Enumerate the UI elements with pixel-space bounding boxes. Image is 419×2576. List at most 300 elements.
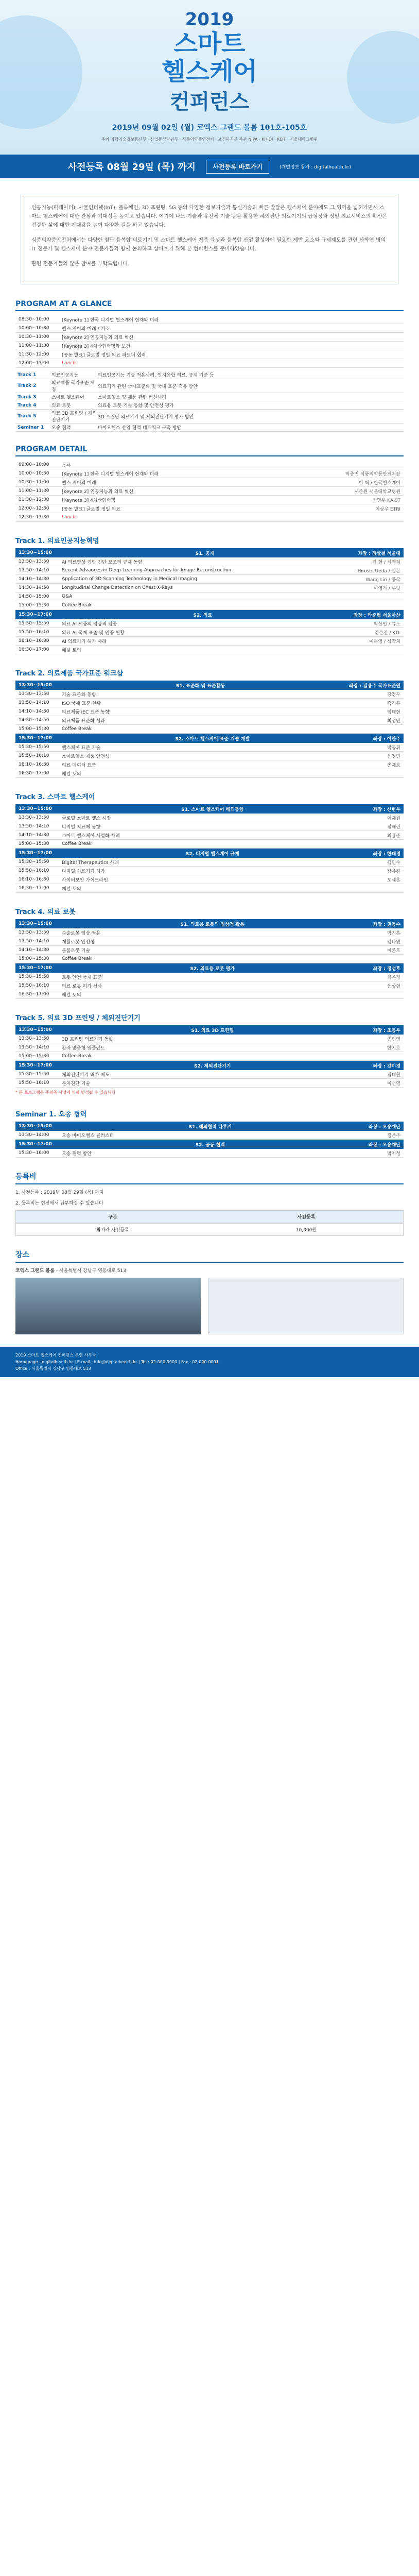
track2-section bbox=[15, 668, 404, 778]
program-speaker: 이준호 bbox=[387, 948, 400, 954]
program-time: 14:10~14:30 bbox=[19, 833, 49, 838]
track-label: Track 2 bbox=[18, 383, 37, 388]
track5-section bbox=[15, 1012, 404, 1095]
track-title: Track 4. 의료 로봇 bbox=[15, 908, 76, 916]
program-time: 16:10~16:30 bbox=[19, 877, 49, 882]
program-topic: 의료 AI 제품의 임상적 검증 bbox=[62, 621, 117, 627]
fee-cell: 참가자 사전등록 bbox=[96, 1228, 129, 1233]
program-time: 15:00~15:30 bbox=[19, 603, 49, 608]
program-topic: [Keynote 2] 인공지능과 의료 혁신 bbox=[62, 489, 134, 495]
program-row bbox=[15, 461, 404, 469]
program-speaker: Wang Lin / 중국 bbox=[365, 577, 400, 583]
session-title: 13:30~15:00 bbox=[19, 550, 52, 555]
track-topic: 오송 협력 bbox=[51, 426, 71, 431]
program-row bbox=[15, 1131, 404, 1140]
program-row bbox=[15, 814, 404, 822]
glance-track-row bbox=[15, 423, 404, 432]
program-time: 15:00~15:30 bbox=[19, 956, 49, 961]
program-time: 16:10~16:30 bbox=[19, 762, 49, 767]
program-time: 14:30~14:50 bbox=[19, 585, 49, 590]
session-header bbox=[15, 1122, 404, 1131]
program-time: 15:30~15:50 bbox=[19, 744, 49, 750]
footer-line: Office : 서울특별시 강남구 영동대로 513 bbox=[15, 1366, 91, 1371]
hero-banner bbox=[0, 0, 419, 155]
glance-topic: 헬스 케어의 미래 / 기조 bbox=[62, 326, 110, 332]
program-topic: Coffee Break bbox=[62, 603, 92, 608]
session-title: S1. 의료용 로봇의 임상적 활용 bbox=[180, 922, 245, 927]
glance-topic: [Keynote 2] 인공지능과 의료 혁신 bbox=[62, 335, 134, 341]
session-title: 15:30~17:00 bbox=[19, 612, 52, 617]
program-time: 15:00~15:30 bbox=[19, 726, 49, 732]
track-keyword: 의료인공지능 기술 적용사례, 인지융합 의료, 규제 기준 등 bbox=[98, 373, 214, 378]
glance-track-row bbox=[15, 371, 404, 379]
program-row bbox=[15, 592, 404, 601]
program-speaker: 이선영 bbox=[387, 1081, 400, 1087]
program-time: 13:30~13:50 bbox=[19, 559, 49, 564]
program-speaker: 이 혁 / 한국헬스케어 bbox=[358, 480, 400, 486]
session-title: S1. 공개 bbox=[195, 551, 215, 556]
program-speaker: Hiroshi Ueda / 일본 bbox=[357, 568, 400, 574]
track-title: Track 2. 의료제품 국가표준 워크샵 bbox=[15, 670, 124, 677]
session-title: S1. 표준화 및 표준활동 bbox=[176, 683, 225, 689]
session-chair: 좌장 : 권동수 bbox=[373, 922, 400, 927]
glance-track-row bbox=[15, 379, 404, 393]
program-time: 11:30~12:00 bbox=[19, 497, 49, 502]
program-time: 13:50~14:10 bbox=[19, 939, 49, 944]
program-row bbox=[15, 504, 404, 513]
fee-row bbox=[15, 1223, 404, 1236]
program-row bbox=[15, 867, 404, 875]
program-row bbox=[15, 1043, 404, 1052]
glance-time: 11:30~12:00 bbox=[19, 352, 49, 357]
venue-map bbox=[208, 1278, 404, 1334]
glance-time: 10:30~11:00 bbox=[19, 334, 49, 340]
session-title: S2. 공동 협력 bbox=[195, 1142, 225, 1148]
program-time: 14:50~15:00 bbox=[19, 594, 49, 599]
program-topic: 재활로봇 안전성 bbox=[62, 939, 95, 945]
program-topic: 디지털 치료기기 허가 bbox=[62, 869, 105, 874]
program-time: 16:30~17:00 bbox=[19, 771, 49, 776]
program-speaker: 김민수 bbox=[387, 860, 400, 866]
program-time: 13:50~14:10 bbox=[19, 1045, 49, 1050]
program-time: 16:10~16:30 bbox=[19, 638, 49, 643]
program-row bbox=[15, 760, 404, 769]
program-speaker: 박상민 / 뷰노 bbox=[373, 621, 400, 627]
program-speaker: 한지호 bbox=[387, 1045, 400, 1051]
track-topic: 의료 로봇 bbox=[51, 403, 71, 409]
hero-title: 스마트 bbox=[173, 29, 246, 58]
program-speaker: 이영기 / 루닛 bbox=[373, 586, 400, 591]
program-row bbox=[15, 884, 404, 893]
program-topic: 패널 토의 bbox=[62, 992, 81, 998]
intro-box bbox=[21, 194, 398, 284]
program-time: 15:30~15:50 bbox=[19, 621, 49, 626]
program-topic: 의료 로봇 허가 심사 bbox=[62, 984, 102, 989]
program-row bbox=[15, 469, 404, 478]
track5-note: * 본 프로그램은 주최측 사정에 의해 변경될 수 있습니다 bbox=[15, 1090, 116, 1095]
session-chair: 좌장 : 정성호 bbox=[373, 966, 400, 972]
program-topic: 의료제품 IEC 표준 동향 bbox=[62, 709, 110, 715]
glance-row bbox=[15, 324, 404, 333]
session-title: S1. 해외협력 다루기 bbox=[188, 1124, 232, 1130]
session-chair: 좌장 : 강미경 bbox=[373, 1063, 400, 1069]
glance-topic: [Keynote 1] 한국 디지털 헬스케어 현재와 미래 bbox=[62, 317, 159, 323]
intro-paragraph: 인공지능(빅데이터), 사물인터넷(IoT), 블록체인, 3D 프린팅, 5G 등의 다양한 정보기술과 통신기술의 빠른 발달은 헬스케어 분야에도 그 영역을 넓혀가면서 스마트 헬스케어에 대한 관심과 기대성을 높이고 있습니다. 여기에 나노·기술과 유전체 기술 등을 활용한 체외진단 의료기기의 급성장과 정밀 의료서비스의 확산은 건강한 삶에 대한 기대감을 높여 다양한 길을 하고 있습니다. bbox=[31, 205, 388, 228]
venue-photo bbox=[15, 1278, 201, 1334]
program-row bbox=[15, 752, 404, 760]
program-row bbox=[15, 928, 404, 937]
program-speaker: 윤정민 bbox=[387, 754, 400, 759]
track-topic: 스마트 헬스케어 bbox=[51, 395, 84, 400]
track-keyword: 3D 프린팅 의료기기 및 체외진단기기 평가 방안 bbox=[98, 414, 194, 420]
register-button[interactable]: 사전등록 바로가기 bbox=[206, 160, 269, 174]
program-row bbox=[15, 601, 404, 610]
program-topic: Digital Therapeutics 사례 bbox=[62, 860, 119, 866]
section-title: PROGRAM DETAIL bbox=[15, 445, 404, 456]
section-title: 등록비 bbox=[15, 1171, 404, 1184]
track-title: Track 5. 의료 3D 프린팅 / 체외진단기기 bbox=[15, 1014, 141, 1022]
program-topic: 체외진단기기 허가 제도 bbox=[62, 1072, 110, 1078]
track-keyword: 의료기기 관련 국제표준화 및 국내 표준 적용 방안 bbox=[98, 384, 198, 389]
program-row bbox=[15, 707, 404, 716]
program-topic: 오송 바이오헬스 클러스터 bbox=[62, 1133, 114, 1139]
program-time: 15:30~15:50 bbox=[19, 1072, 49, 1077]
track-label: Track 5 bbox=[18, 414, 37, 419]
program-time: 09:00~10:00 bbox=[19, 462, 49, 467]
hero-title: 컨퍼런스 bbox=[169, 90, 250, 114]
program-time: 15:00~15:30 bbox=[19, 1054, 49, 1059]
session-title: 15:30~17:00 bbox=[19, 736, 52, 741]
session-header bbox=[15, 1025, 404, 1035]
program-row bbox=[15, 946, 404, 955]
program-time: 15:30~15:50 bbox=[19, 974, 49, 979]
program-time: 15:50~16:10 bbox=[19, 868, 49, 873]
track-title: Seminar 1. 오송 협력 bbox=[15, 1111, 87, 1118]
footer bbox=[0, 1347, 419, 1377]
registration-deadline: 사전등록 08월 29일 (목) 까지 bbox=[67, 162, 196, 173]
program-topic: 글로벌 스마트 헬스 시장 bbox=[62, 816, 111, 821]
program-row bbox=[15, 487, 404, 496]
track-keyword: 의료용 로봇 기술 동향 및 안전성 평가 bbox=[98, 403, 174, 409]
program-row bbox=[15, 584, 404, 592]
session-title: 15:30~17:00 bbox=[19, 851, 52, 856]
program-topic: Recent Advances in Deep Learning Approaches for Image Reconstruction bbox=[62, 568, 232, 573]
session-header bbox=[15, 849, 404, 858]
program-topic: Coffee Break bbox=[62, 1054, 92, 1059]
session-chair: 좌장 : 박준형 서울아산 bbox=[353, 613, 400, 618]
program-time: 15:50~16:10 bbox=[19, 1080, 49, 1086]
program-row bbox=[15, 840, 404, 849]
track1-section bbox=[15, 535, 404, 654]
glance-time: 08:30~10:00 bbox=[19, 317, 49, 322]
program-speaker: 최용준 bbox=[387, 833, 400, 839]
session-chair: 좌장 : 정상철 서울대 bbox=[358, 551, 400, 556]
program-time: 15:50~16:10 bbox=[19, 753, 49, 758]
session-header bbox=[15, 919, 404, 928]
program-time: 14:10~14:30 bbox=[19, 709, 49, 714]
program-speaker: 송민영 bbox=[387, 1037, 400, 1042]
program-row bbox=[15, 990, 404, 999]
venue-address: 서울특별시 강남구 영동대로 513 bbox=[59, 1268, 126, 1274]
glance-row bbox=[15, 333, 404, 342]
program-topic: 헬스 케어의 미래 bbox=[62, 480, 96, 486]
glance-section bbox=[15, 300, 404, 432]
glance-topic: [공동 발표] 글로벌 정밀 의료 파트너 협력 bbox=[62, 352, 146, 358]
program-time: 12:00~12:30 bbox=[19, 506, 49, 511]
program-time: 16:30~17:00 bbox=[19, 886, 49, 891]
session-title: 15:30~17:00 bbox=[19, 1142, 52, 1147]
program-speaker: 박동휘 bbox=[387, 745, 400, 751]
session-title: 13:30~15:00 bbox=[19, 1027, 52, 1032]
program-time: 15:00~15:30 bbox=[19, 841, 49, 846]
session-header bbox=[15, 548, 404, 557]
program-time: 13:50~14:10 bbox=[19, 824, 49, 829]
session-chair: 좌장 : 신현우 bbox=[373, 807, 400, 812]
glance-row bbox=[15, 359, 404, 368]
session-header bbox=[15, 610, 404, 619]
track-keyword: 바이오헬스 산업 협력 네트워크 구축 방안 bbox=[98, 426, 182, 431]
program-speaker: 임태현 bbox=[387, 709, 400, 715]
program-row bbox=[15, 699, 404, 707]
track-topic: 의료제품 국가표준 제정 bbox=[51, 381, 95, 393]
program-topic: [Keynote 1] 한국 디지털 헬스케어 현재와 미래 bbox=[62, 471, 159, 477]
program-row bbox=[15, 478, 404, 487]
program-time: 13:50~14:10 bbox=[19, 700, 49, 705]
footer-line: Homepage : digitalhealth.kr | E-mail : info@digitalhealth.kr | Tel : 02-000-0000 | Fax : 02-000-0001 bbox=[15, 1360, 219, 1364]
program-topic: 오송 협력 방안 bbox=[62, 1151, 92, 1157]
program-row bbox=[15, 1149, 404, 1158]
program-row bbox=[15, 743, 404, 752]
program-row bbox=[15, 937, 404, 946]
program-time: 10:30~11:00 bbox=[19, 480, 49, 485]
session-title: S2. 체외진단기기 bbox=[194, 1063, 231, 1069]
fee-head-cell: 구분 bbox=[108, 1215, 117, 1220]
track-topic: 의료인공지능 bbox=[51, 373, 79, 378]
program-row bbox=[15, 769, 404, 778]
program-row bbox=[15, 1079, 404, 1088]
program-topic: 기술 표준화 동향 bbox=[62, 692, 96, 698]
track3-section bbox=[15, 791, 404, 893]
program-topic: 수술로봇 임상 적용 bbox=[62, 930, 101, 936]
program-time: 13:50~14:10 bbox=[19, 568, 49, 573]
program-row bbox=[15, 822, 404, 831]
session-title: 15:30~17:00 bbox=[19, 965, 52, 971]
program-topic: 3D 프린팅 의료기기 동향 bbox=[62, 1037, 113, 1042]
session-title: S1. 스마트 헬스케어 해외동향 bbox=[181, 807, 244, 812]
section-title: 장소 bbox=[15, 1249, 404, 1263]
program-row bbox=[15, 725, 404, 734]
program-topic: 디지털 치료제 동향 bbox=[62, 824, 101, 830]
program-speaker: 윤상현 bbox=[387, 984, 400, 989]
program-speaker: 김 현 / 식약처 bbox=[372, 560, 400, 565]
program-topic: [공동 발표] 글로벌 정밀 의료 bbox=[62, 506, 121, 512]
session-title: 13:30~15:00 bbox=[19, 806, 52, 811]
intro-paragraph: 관련 전문가들의 많은 참여를 부탁드립니다. bbox=[31, 261, 129, 267]
session-title: S1. 의료 3D 프린팅 bbox=[191, 1028, 234, 1033]
glance-track-row bbox=[15, 393, 404, 401]
glance-topic: Lunch bbox=[62, 361, 76, 366]
program-row bbox=[15, 955, 404, 963]
program-row bbox=[15, 646, 404, 654]
program-topic: 사이버보안 가이드라인 bbox=[62, 877, 108, 883]
session-header bbox=[15, 963, 404, 973]
session-header bbox=[15, 734, 404, 743]
program-row bbox=[15, 575, 404, 584]
program-time: 15:50~16:10 bbox=[19, 983, 49, 988]
hero-hosts: 주최 과학기술정보통신부 · 산업통상자원부 · 식품의약품안전처 · 보건복지부 주관 NIPA · KHIDI · KEIT · 서울대학교병원 bbox=[101, 137, 318, 142]
program-topic: AI 의료영상 기반 진단 보조의 규제 동향 bbox=[62, 560, 143, 565]
glance-track-row bbox=[15, 410, 404, 423]
program-topic: 스마트 헬스케어 사업화 사례 bbox=[62, 833, 120, 839]
venue-name: 코엑스 그랜드 볼룸 bbox=[15, 1268, 55, 1274]
program-speaker: 최영우 KAIST bbox=[372, 498, 400, 503]
glance-time: 11:00~11:30 bbox=[19, 343, 49, 348]
program-speaker: 최성민 bbox=[387, 718, 400, 724]
program-speaker: 정은진 / KTL bbox=[374, 630, 400, 636]
program-row bbox=[15, 513, 404, 522]
hero-year: 2019 bbox=[185, 9, 234, 30]
program-topic: Coffee Break bbox=[62, 956, 92, 961]
program-time: 16:30~17:00 bbox=[19, 992, 49, 997]
fee-cell: 10,000원 bbox=[295, 1228, 317, 1233]
program-row bbox=[15, 1035, 404, 1043]
program-time: 14:10~14:30 bbox=[19, 577, 49, 582]
program-speaker: 김나연 bbox=[387, 939, 400, 945]
registration-bar bbox=[0, 155, 419, 178]
program-topic: 패널 토의 bbox=[62, 648, 81, 653]
track-topic: 의료 3D 프린팅 / 체외진단기기 bbox=[51, 411, 97, 423]
session-header bbox=[15, 1140, 404, 1149]
glance-time: 12:00~13:00 bbox=[19, 361, 49, 366]
program-time: 14:10~14:30 bbox=[19, 947, 49, 953]
session-title: 13:30~15:00 bbox=[19, 921, 52, 926]
program-row bbox=[15, 690, 404, 699]
session-chair: 좌장 : 이한주 bbox=[373, 736, 400, 742]
session-chair: 좌장 : 김용주 국가표준원 bbox=[349, 683, 400, 689]
glance-row bbox=[15, 315, 404, 324]
program-row bbox=[15, 619, 404, 628]
program-speaker: 이하영 / 식약처 bbox=[369, 639, 400, 645]
program-row bbox=[15, 628, 404, 637]
program-row bbox=[15, 875, 404, 884]
session-header bbox=[15, 681, 404, 690]
program-topic: 의료제품 표준화 성과 bbox=[62, 718, 105, 724]
glance-track-row bbox=[15, 401, 404, 410]
track-label: Track 4 bbox=[18, 402, 37, 408]
track-label: Seminar 1 bbox=[18, 425, 44, 430]
program-speaker: 정은주 bbox=[387, 1133, 400, 1139]
hero-date: 2019년 09월 02일 (월) 코엑스 그랜드 볼룸 101호-105호 bbox=[112, 124, 307, 132]
program-time: 10:00~10:30 bbox=[19, 471, 49, 476]
program-row bbox=[15, 858, 404, 867]
fee-note: 2. 등록비는 현장에서 납부하실 수 있습니다 bbox=[15, 1201, 103, 1206]
track-title: Track 1. 의료인공지능혁명 bbox=[15, 537, 99, 545]
program-speaker: 김지훈 bbox=[387, 701, 400, 706]
program-time: 11:00~11:30 bbox=[19, 488, 49, 494]
session-chair: 좌장 : 오송재단 bbox=[368, 1142, 400, 1148]
program-time: 13:30~13:50 bbox=[19, 815, 49, 820]
program-time: 13:30~14:00 bbox=[19, 1132, 49, 1138]
session-title: S2. 디지털 헬스케어 규제 bbox=[185, 851, 239, 857]
general-section bbox=[15, 445, 404, 522]
program-speaker: 박지훈 bbox=[387, 930, 400, 936]
program-row bbox=[15, 496, 404, 504]
program-speaker: 서준원 서울대학교병원 bbox=[354, 489, 400, 495]
session-chair: 좌장 : 조동우 bbox=[373, 1028, 400, 1033]
track-title: Track 3. 스마트 헬스케어 bbox=[15, 793, 95, 801]
program-speaker: 이재원 bbox=[387, 816, 400, 821]
program-speaker: 김태원 bbox=[387, 1072, 400, 1078]
program-topic: 분자진단 기술 bbox=[62, 1081, 91, 1087]
program-topic: Coffee Break bbox=[62, 726, 92, 732]
program-time: 12:30~13:30 bbox=[19, 515, 49, 520]
program-topic: Coffee Break bbox=[62, 841, 92, 846]
track4-section bbox=[15, 906, 404, 999]
program-time: 13:30~13:50 bbox=[19, 691, 49, 697]
program-topic: 패널 토의 bbox=[62, 886, 81, 892]
glance-topic: [Keynote 3] 4차산업혁명과 보건 bbox=[62, 344, 131, 349]
program-row bbox=[15, 831, 404, 840]
program-topic: AI 의료기기 허가 사례 bbox=[62, 639, 107, 645]
program-topic: ISO 국제 표준 현황 bbox=[62, 701, 101, 706]
program-topic: 로봇 안전 국제 표준 bbox=[62, 975, 102, 980]
session-header bbox=[15, 804, 404, 814]
program-speaker: 박종민 식품의약품안전처장 bbox=[345, 471, 400, 477]
program-speaker: 강정우 bbox=[387, 692, 400, 698]
glance-row bbox=[15, 350, 404, 359]
fee-head-cell: 사전등록 bbox=[297, 1215, 316, 1220]
session-title: S2. 의료용 로봇 평가 bbox=[190, 966, 235, 972]
session-header bbox=[15, 1061, 404, 1070]
session-chair: 좌장 : 오송재단 bbox=[368, 1124, 400, 1130]
track-label: Track 1 bbox=[18, 372, 37, 378]
program-row bbox=[15, 1070, 404, 1079]
fee-note: 1. 사전등록 : 2019년 08월 29일 (목) 까지 bbox=[15, 1190, 104, 1195]
track-keyword: 스마트헬스 및 제품 관련 혁신사례 bbox=[98, 395, 167, 400]
session-chair: 좌장 : 한태경 bbox=[373, 851, 400, 857]
program-speaker: 오세훈 bbox=[387, 877, 400, 883]
program-speaker: 박지성 bbox=[387, 1151, 400, 1157]
program-time: 13:30~13:50 bbox=[19, 1036, 49, 1041]
seminar-section bbox=[15, 1109, 404, 1158]
program-topic: 등록 bbox=[62, 463, 71, 468]
program-row bbox=[15, 1052, 404, 1061]
program-row bbox=[15, 637, 404, 646]
track-label: Track 3 bbox=[18, 394, 37, 400]
fee-section bbox=[15, 1171, 404, 1236]
hero-title: 헬스케어 bbox=[162, 57, 257, 86]
program-topic: Longitudinal Change Detection on Chest X-Rays bbox=[62, 585, 173, 590]
program-speaker: 송재호 bbox=[387, 762, 400, 768]
program-topic: 헬스케어 표준 기술 bbox=[62, 745, 101, 751]
session-title: 13:30~15:00 bbox=[19, 683, 52, 688]
program-speaker: 이상우 ETRI bbox=[375, 506, 400, 512]
program-time: 16:30~17:00 bbox=[19, 647, 49, 652]
program-topic: 돌봄로봇 기술 bbox=[62, 948, 91, 954]
venue-section: 장소 코엑스 그랜드 볼룸 - 서울특별시 강남구 영동대로 513 bbox=[15, 1249, 404, 1334]
program-topic: 패널 토의 bbox=[62, 771, 81, 777]
session-title: S2. 의료 bbox=[193, 613, 213, 618]
program-topic: 스마트헬스 제품 안전성 bbox=[62, 754, 110, 759]
intro-paragraph: 식품의약품안전처에서는 다양한 첨단 융복합 의료기기 및 스마트 헬스케어 제품 육성과 융복합 산업 활성화에 필요한 제반 요소와 규제제도를 관련 산학연 병의 IT 전문가 및 헬스케어 분야 전문가들과 함께 논의하고 살펴보기 위해 본 컨퍼런스를 준비하였습니다. bbox=[31, 238, 386, 252]
program-row bbox=[15, 716, 404, 725]
footer-line: 2019 스마트 헬스케어 컨퍼런스 운영 사무국 bbox=[15, 1353, 96, 1358]
fee-header bbox=[15, 1210, 404, 1223]
program-time: 15:30~16:00 bbox=[19, 1150, 49, 1156]
registration-sub: (개별정보 참가 : digitalhealth.kr) bbox=[279, 164, 352, 170]
program-topic: 환자 맞춤형 임플란트 bbox=[62, 1045, 105, 1051]
program-time: 15:30~15:50 bbox=[19, 859, 49, 865]
